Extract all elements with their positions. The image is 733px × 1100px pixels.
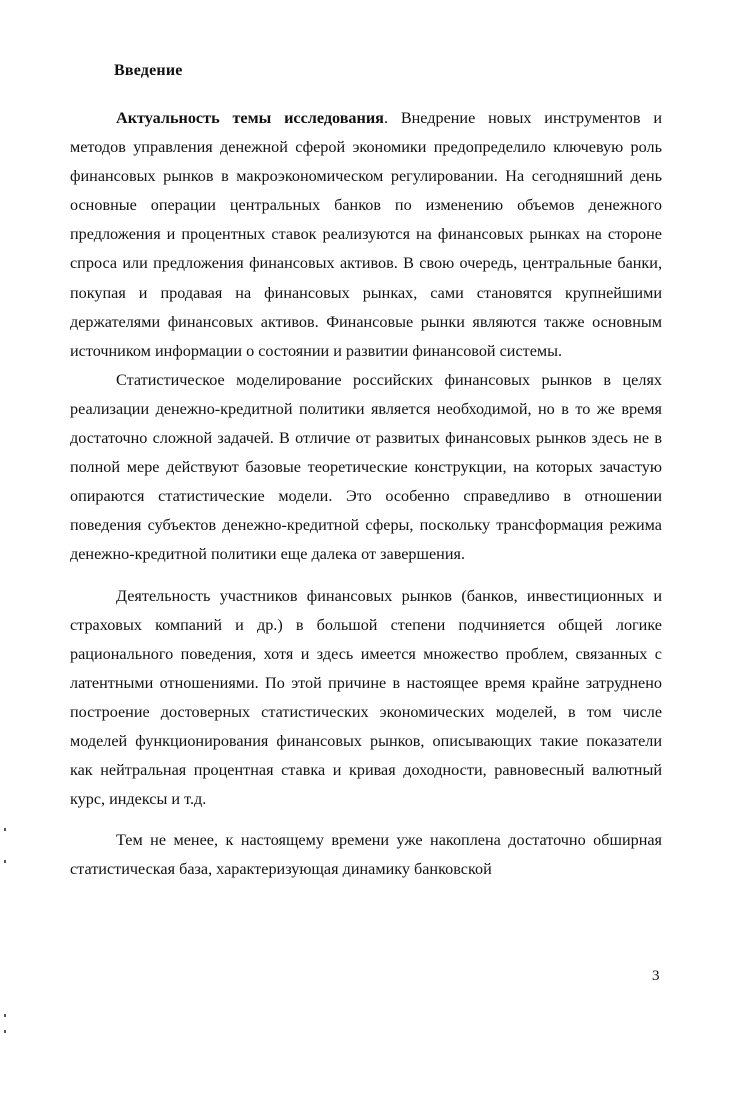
- scan-mark: [4, 828, 6, 831]
- paragraph-2: Статистическое моделирование российских финансовых рынков в целях реализации денежно-кредитной политики является необходимой, но в то же время достаточно сложной задачей. В отличие от развитых финансовых рынков здесь не в полной мере действуют базовые теоретические конструкции, на которых зачастую опираются статистические модели. Это особенно справедливо в отношении поведения субъектов денежно-кредитной сферы, поскольку трансформация режима денежно-кредитной политики еще далека от завершения.: [70, 370, 662, 564]
- paragraph-4: Тем не менее, к настоящему времени уже накоплена достаточно обширная статистическая база, характеризующая динамику банковской: [70, 831, 662, 879]
- paragraph-1-text: . Внедрение новых инструментов и методов управления денежной сферой экономики предопределило ключевую роль финансовых рынков в макроэкономическом регулировании. На сегодняшний день основные операции центральных банков по изменению объемов денежного предложения и процентных ставок реализуются на финансовых рынках на стороне спроса или предложения финансовых активов. В свою очередь, центральные банки, покупая и продавая на финансовых рынках, сами становятся крупнейшими держателями финансовых активов. Финансовые рынки являются также основным источником информации о состоянии и развитии финансовой системы.: [70, 109, 662, 360]
- scan-mark: [4, 1014, 6, 1017]
- paragraph-3: Деятельность участников финансовых рынков (банков, инвестиционных и страховых компаний и др.) в большой степени подчиняется общей логике рационального поведения, хотя и здесь имеется множество проблем, связанных с латентными отношениями. По этой причине в настоящее время крайне затруднено построение достоверных статистических экономических моделей, в том числе моделей функционирования финансовых рынков, описывающих такие показатели как нейтральная процентная ставка и кривая доходности, равновесный валютный курс, индексы и т.д.: [70, 586, 662, 809]
- paragraph-1: [70, 104, 662, 366]
- scan-mark: [4, 860, 6, 863]
- page-number: 3: [652, 968, 660, 984]
- section-heading: Введение: [114, 62, 183, 79]
- scan-mark: [4, 1030, 6, 1033]
- paragraph-1-lead: Актуальность темы исследования: [116, 109, 384, 127]
- body-text: [70, 104, 662, 896]
